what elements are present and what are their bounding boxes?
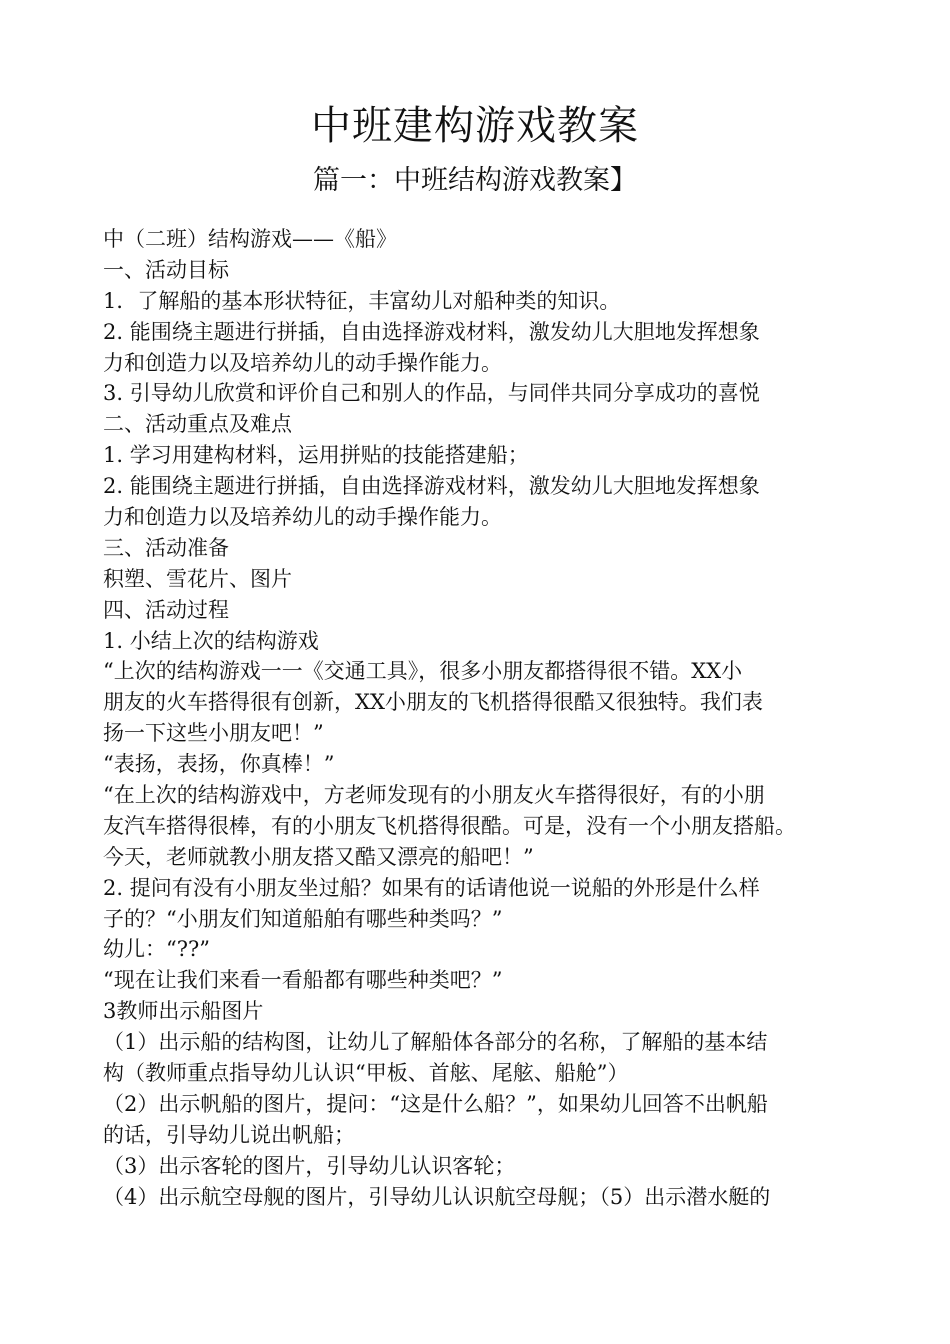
- body-line: （2）出示帆船的图片，提问：“这是什么船？”，如果幼儿回答不出帆船: [103, 1091, 768, 1116]
- body-line: 中（二班）结构游戏——《船》: [103, 227, 397, 251]
- body-line: 2. 能围绕主题进行拼插，自由选择游戏材料，激发幼儿大胆地发挥想象: [103, 319, 760, 344]
- body-line: “在上次的结构游戏中，方老师发现有的小朋友火车搭得很好，有的小朋: [103, 783, 765, 808]
- body-line: 幼儿：“??”: [103, 937, 210, 962]
- body-line: 2. 能围绕主题进行拼插，自由选择游戏材料，激发幼儿大胆地发挥想象: [103, 474, 760, 499]
- body-line: 1．了解船的基本形状特征，丰富幼儿对船种类的知识。: [103, 288, 621, 313]
- body-line: （4）出示航空母舰的图片，引导幼儿认识航空母舰；（5）出示潜水艇的: [103, 1184, 771, 1209]
- body-line: 力和创造力以及培养幼儿的动手操作能力。: [103, 505, 502, 530]
- document-body: [103, 224, 893, 1213]
- body-line: （3）出示客轮的图片，引导幼儿认识客轮；: [103, 1153, 516, 1178]
- body-line: 今天，老师就教小朋友搭又酷又漂亮的船吧！”: [103, 844, 534, 869]
- body-line: “现在让我们来看一看船都有哪些种类吧？”: [103, 968, 503, 993]
- section-heading: 四、活动过程: [103, 597, 229, 622]
- body-line: 朋友的火车搭得很有创新，XX小朋友的飞机搭得很酷又很独特。我们表: [103, 690, 763, 715]
- document-title: 中班建构游戏教案: [311, 103, 639, 149]
- body-line: 3教师出示船图片: [103, 999, 264, 1024]
- body-line: 积塑、雪花片、图片: [103, 566, 292, 591]
- body-line: 的话，引导幼儿说出帆船；: [103, 1122, 355, 1147]
- body-line: 友汽车搭得很棒，有的小朋友飞机搭得很酷。可是，没有一个小朋友搭船。: [103, 813, 796, 838]
- body-line: 子的？“小朋友们知道船舶有哪些种类吗？”: [103, 906, 503, 931]
- body-line: 构（教师重点指导幼儿认识“甲板、首舷、尾舷、船舱”）: [103, 1061, 629, 1086]
- body-line: （1）出示船的结构图，让幼儿了解船体各部分的名称，了解船的基本结: [103, 1030, 768, 1055]
- body-line: “上次的结构游戏一一《交通工具》，很多小朋友都搭得很不错。XX小: [103, 659, 743, 684]
- section-heading: 三、活动准备: [103, 535, 229, 560]
- body-line: 3. 引导幼儿欣赏和评价自己和别人的作品，与同伴共同分享成功的喜悦: [103, 381, 760, 406]
- body-line: 2. 提问有没有小朋友坐过船？如果有的话请他说一说船的外形是什么样: [103, 875, 760, 900]
- section-heading: 一、活动目标: [103, 257, 229, 282]
- body-line: 1. 小结上次的结构游戏: [103, 628, 319, 653]
- body-line: 1. 学习用建构材料，运用拼贴的技能搭建船；: [103, 443, 529, 468]
- body-line: 扬一下这些小朋友吧！”: [103, 721, 324, 746]
- section-heading: 二、活动重点及难点: [103, 412, 292, 437]
- body-line: 力和创造力以及培养幼儿的动手操作能力。: [103, 350, 502, 375]
- body-line: “表扬，表扬，你真棒！”: [103, 752, 335, 777]
- document-subtitle: 篇一：中班结构游戏教案】: [313, 165, 637, 196]
